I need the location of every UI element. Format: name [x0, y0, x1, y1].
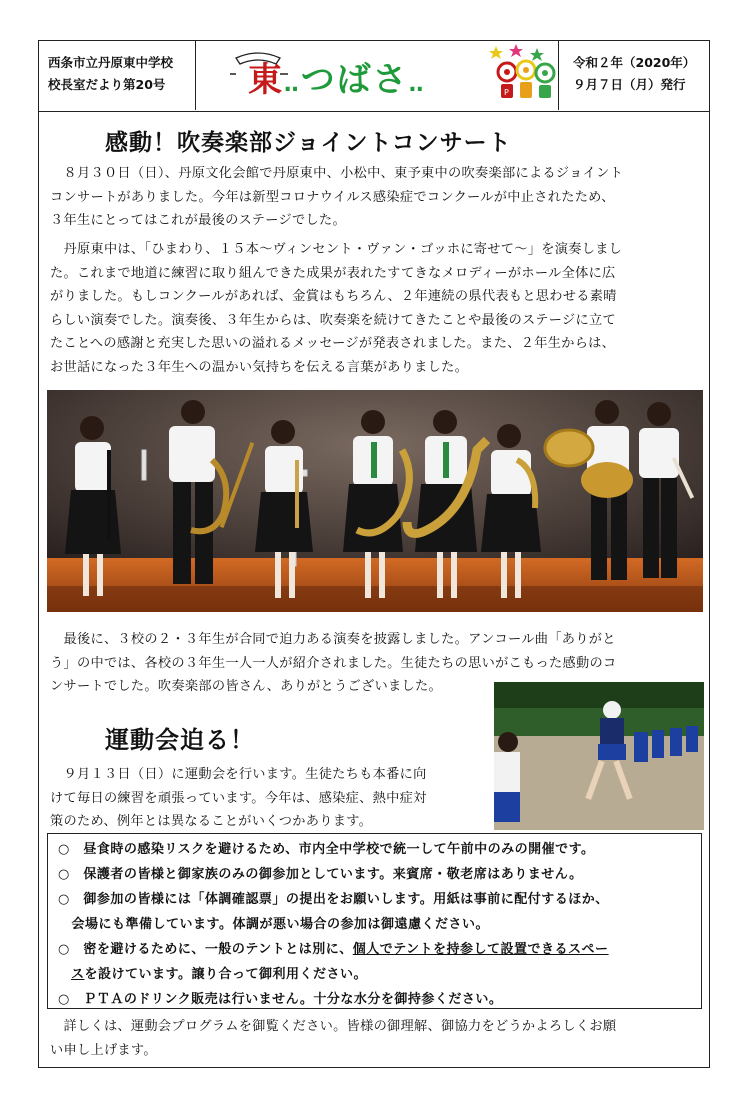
note-item: ○ 御参加の皆様には「体調確認票」の提出をお願いします。用紙は事前に配付するほか、	[58, 892, 609, 907]
article1-paragraph1	[50, 162, 706, 233]
mascot-icon	[498, 61, 554, 98]
header-school-block	[38, 40, 196, 110]
event-notes-box	[47, 833, 702, 1009]
masthead-title	[248, 52, 425, 101]
text-line: がりました。もしコンクールがあれば、金賞はもちろん、２年連続の県代表もと思わせる素晴	[50, 289, 617, 304]
text-line: ９月１３日（日）に運動会を行います。生徒たちも本番に向	[50, 767, 427, 782]
text-line: い申し上げます。	[50, 1042, 157, 1058]
text-line: う」の中では、各校の３年生一人一人が紹介されました。生徒たちの思いがこもった感動のコ	[50, 655, 617, 671]
note-item: ○ ＰＴＡのドリンク販売は行いません。十分な水分を御持参ください。	[58, 992, 503, 1007]
text-line: 丹原東中は、「ひまわり、１５本～ヴィンセント・ヴァン・ゴッホに寄せて～」を演奏しまし	[50, 242, 623, 257]
star-icon	[489, 44, 544, 61]
text-line: 策のため、例年とは異なることがいくつかあります。	[50, 814, 373, 829]
text-line: ンサートでした。吹奏楽部の皆さん、ありがとうございました。	[50, 679, 442, 694]
note-item: 会場にも準備しています。体調が悪い場合の参加は御遠慮ください。	[58, 917, 489, 932]
header	[38, 40, 710, 112]
text-line: たことへの感謝と充実した思いの溢れるメッセージが発表されました。また、２年生からは、	[50, 336, 616, 351]
issue-era-date: 令和２年（2020年）	[573, 55, 696, 70]
note-underlined: ス	[71, 967, 85, 982]
text-line: ８月３０日（日）、丹原文化会館で丹原東中、小松中、東予東中の吹奏楽部によるジョイント	[50, 166, 624, 181]
header-date-block	[558, 40, 710, 110]
text-line: けて毎日の練習を頑張っています。今年は、感染症、熱中症対	[50, 790, 427, 806]
note-text: ○ 密を避けるために、一般のテントとは別に、	[58, 942, 353, 957]
svg-text:P: P	[504, 88, 509, 97]
text-line: ３年生にとってはこれが最後のステージでした。	[50, 213, 346, 228]
issue-date: ９月７日（月）発行	[573, 77, 686, 92]
newsletter-issue: 校長室だより第20号	[48, 77, 166, 92]
note-item	[58, 938, 609, 957]
masthead-dots: ‥	[408, 72, 426, 97]
article2-title: 運動会迫る！	[105, 726, 255, 754]
closing-paragraph	[50, 1015, 706, 1062]
text-line: らしい演奏でした。演奏後、３年生からは、吹奏楽を続けてきたことや最後のステージに立て	[50, 312, 616, 328]
text-line: コンサートがありました。今年は新型コロナウイルス感染症でコンクールが中止されたため、	[50, 189, 615, 205]
article1-paragraph2	[50, 238, 706, 379]
note-text: を設けています。譲り合って御利用ください。	[84, 967, 367, 982]
text-line: お世話になった３年生への温かい気持ちを伝える言葉がありました。	[50, 359, 469, 375]
text-line: た。これまで地道に練習に取り組んできた成果が表れたすてきなメロディーがホール全体に広	[50, 265, 616, 281]
note-item: ○ 昼食時の感染リスクを避けるため、市内全中学校で統一して午前中のみの開催です。	[58, 842, 595, 857]
masthead-name: つばさ	[300, 60, 409, 100]
text-line: 詳しくは、運動会プログラムを御覧ください。皆様の御理解、御協力をどうかよろしくお願	[50, 1019, 617, 1034]
concert-photo	[47, 390, 703, 612]
article2-paragraph1	[50, 763, 490, 834]
text-line: 最後に、３校の２・３年生が合同で迫力ある演奏を披露しました。アンコール曲「ありがと	[50, 632, 616, 647]
note-underlined: 個人でテントを持参して設置できるスペー	[352, 942, 609, 957]
sports-practice-photo	[494, 682, 704, 830]
masthead-dots: ‥	[284, 72, 301, 97]
masthead	[196, 40, 558, 110]
article1-title: 感動！吹奏楽部ジョイントコンサート	[105, 130, 512, 156]
note-item	[58, 963, 367, 982]
masthead-kanji: 東	[248, 60, 284, 100]
school-name: 西条市立丹原東中学校	[48, 55, 174, 70]
note-item: ○ 保護者の皆様と御家族のみの御参加としています。来賓席・敬老席はありません。	[58, 867, 583, 882]
